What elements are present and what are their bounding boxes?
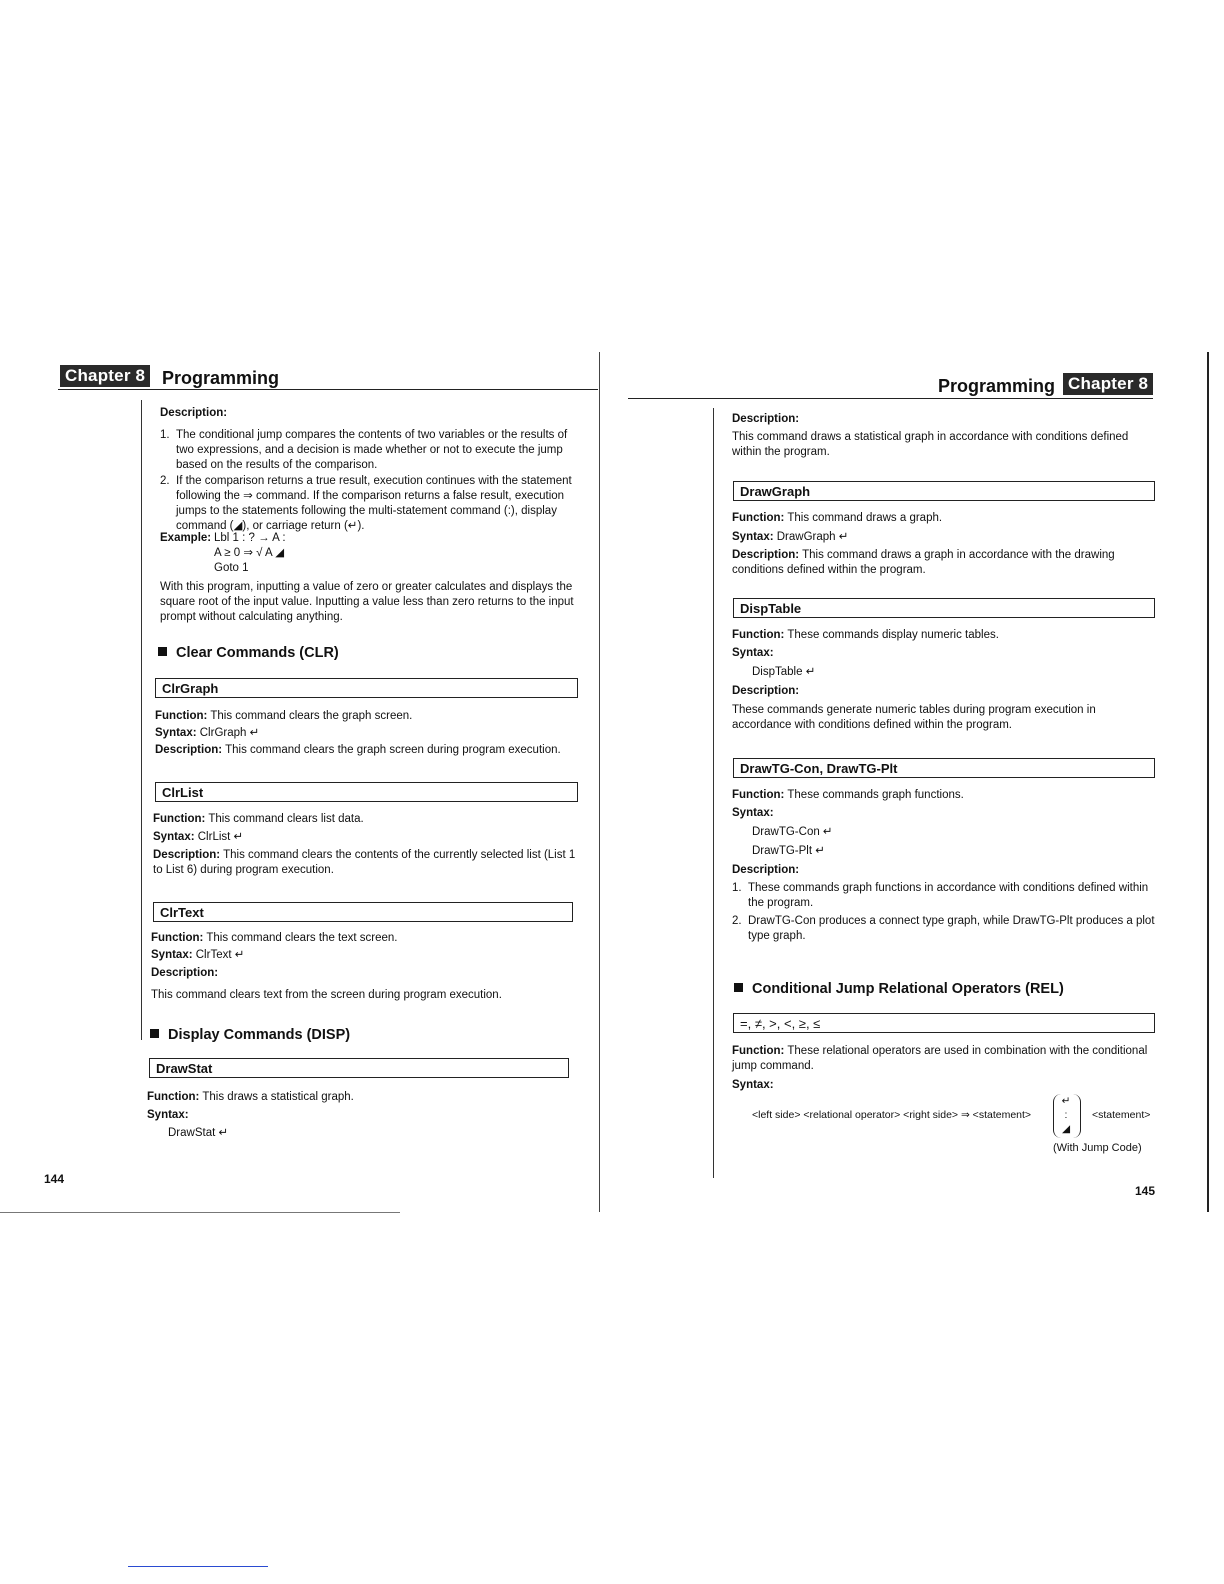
clrgraph-description: Description: This command clears the graph screen during program execution. <box>155 744 561 756</box>
section-bullet-icon <box>158 647 167 656</box>
rel-jump-code: (With Jump Code) <box>1053 1142 1142 1154</box>
header-rule-right <box>628 398 1153 399</box>
drawtg-syntax-label: Syntax: <box>732 807 774 819</box>
example-line-3: Goto 1 <box>214 562 249 574</box>
rel-brace-group <box>1053 1094 1079 1138</box>
drawstat-syntax: DrawStat ↵ <box>168 1127 229 1139</box>
clrlist-syntax: Syntax: ClrList ↵ <box>153 831 244 843</box>
disptable-syntax-label: Syntax: <box>732 647 774 659</box>
clrlist-function: Function: This command clears list data. <box>153 813 364 825</box>
drawtg-syntax-1: DrawTG-Con ↵ <box>752 826 833 838</box>
rel-syntax-tail: <statement> <box>1092 1109 1151 1121</box>
footer-rule-left <box>0 1212 400 1213</box>
page-number-left: 144 <box>44 1172 65 1186</box>
section-bullet-icon <box>734 983 743 992</box>
drawstat-description: This command draws a statistical graph in accordance with conditions defined within the program. <box>732 431 1129 458</box>
page-title-right: Programming <box>938 376 1056 396</box>
command-box-drawstat: DrawStat <box>149 1058 569 1078</box>
book-spine <box>599 352 600 1212</box>
example-note: With this program, inputting a value of zero or greater calculates and displays the square root of the input value. Inputting a value less than zero returns to the input prompt without calculating anything. <box>160 581 574 623</box>
intro-item-2: 2. If the comparison returns a true result, execution continues with the statement following the ⇒ command. If the comparison returns a false result, execution jumps to the statements following the multi-statement command (:), display command (◢), or carriage return (↵). <box>160 474 582 534</box>
section-relational-operators: Conditional Jump Relational Operators (REL) <box>734 980 1064 998</box>
clrlist-description: Description: This command clears the contents of the currently selected list (List 1 to List 6) during program execution. <box>153 849 576 876</box>
command-box-relational-operators: =, ≠, >, <, ≥, ≤ <box>733 1013 1155 1033</box>
rel-syntax-expression: <left side> <relational operator> <right side> ⇒ <statement> <box>752 1109 1032 1121</box>
chapter-badge-left: Chapter 8 <box>60 365 150 387</box>
drawtg-syntax-2: DrawTG-Plt ↵ <box>752 845 825 857</box>
command-box-clrlist: ClrList <box>155 782 578 802</box>
example-line-2: A ≥ 0 ⇒ √ A ◢ <box>214 547 285 559</box>
drawtg-description-label: Description: <box>732 864 800 876</box>
drawstat-syntax-label: Syntax: <box>147 1109 189 1121</box>
clrtext-description-label: Description: <box>151 967 219 979</box>
drawstat-description-label: Description: <box>732 413 800 425</box>
brace-item-colon: : <box>1064 1109 1068 1121</box>
rel-syntax-label: Syntax: <box>732 1079 774 1091</box>
margin-line-right <box>713 408 714 1178</box>
header-rule-left <box>58 389 598 390</box>
page-number-right: 145 <box>1135 1184 1156 1198</box>
margin-line-left <box>141 400 142 1040</box>
section-bullet-icon <box>150 1029 159 1038</box>
clrtext-description: This command clears text from the screen during program execution. <box>151 989 502 1001</box>
drawtg-item-1: 1. These commands graph functions in accordance with conditions defined within the program. <box>732 882 1149 909</box>
clrgraph-syntax: Syntax: ClrGraph ↵ <box>155 727 260 739</box>
intro-item-1-text: The conditional jump compares the contents of two variables or the results of two expressions, and a decision is made whether or not to execute the jump based on the results of the comparison. <box>176 429 568 471</box>
drawtg-function: Function: These commands graph functions. <box>732 789 964 801</box>
disptable-syntax: DispTable ↵ <box>752 666 816 678</box>
intro-description-label: Description: <box>160 407 228 419</box>
bottom-scan-line <box>128 1566 268 1567</box>
section-clear-commands: Clear Commands (CLR) <box>158 644 339 662</box>
page-edge-right <box>1207 352 1209 1212</box>
disptable-description: These commands generate numeric tables during program execution in accordance with conditions defined within the program. <box>732 704 1096 731</box>
rel-function: Function: These relational operators are used in combination with the conditional jump command. <box>732 1045 1148 1072</box>
clrtext-syntax: Syntax: ClrText ↵ <box>151 949 245 961</box>
disptable-description-label: Description: <box>732 685 800 697</box>
disptable-function: Function: These commands display numeric tables. <box>732 629 999 641</box>
drawtg-item-2: 2. DrawTG-Con produces a connect type graph, while DrawTG-Plt produces a plot type graph. <box>732 915 1155 942</box>
command-box-drawgraph: DrawGraph <box>733 481 1155 501</box>
command-box-clrgraph: ClrGraph <box>155 678 578 698</box>
example-label: Example: <box>160 532 212 544</box>
intro-item-2-text: If the comparison returns a true result, execution continues with the statement following the ⇒ command. If the comparison returns a false result, execution jumps to the statements following the multi-statement command (:), display command (◢), or carriage return (↵). <box>176 475 572 532</box>
command-box-drawtg: DrawTG-Con, DrawTG-Plt <box>733 758 1155 778</box>
example-line-1: Lbl 1 : ? → A : <box>214 532 286 544</box>
command-box-clrtext: ClrText <box>153 902 573 922</box>
drawstat-function: Function: This draws a statistical graph. <box>147 1091 354 1103</box>
drawgraph-description: Description: This command draws a graph in accordance with the drawing conditions defined within the program. <box>732 549 1115 576</box>
drawgraph-syntax: Syntax: DrawGraph ↵ <box>732 531 849 543</box>
command-box-disptable: DispTable <box>733 598 1155 618</box>
intro-item-1: 1. The conditional jump compares the contents of two variables or the results of two expressions, and a decision is made whether or not to execute the jump based on the results of the comparison. <box>160 428 582 473</box>
chapter-badge-right: Chapter 8 <box>1063 373 1153 395</box>
brace-item-return: ↵ <box>1061 1095 1071 1107</box>
page-title-left: Programming <box>162 368 280 388</box>
clrtext-function: Function: This command clears the text screen. <box>151 932 398 944</box>
drawgraph-function: Function: This command draws a graph. <box>732 512 943 524</box>
section-display-commands: Display Commands (DISP) <box>150 1026 350 1044</box>
clrgraph-function: Function: This command clears the graph screen. <box>155 710 413 722</box>
brace-item-display: ◢ <box>1061 1123 1071 1135</box>
